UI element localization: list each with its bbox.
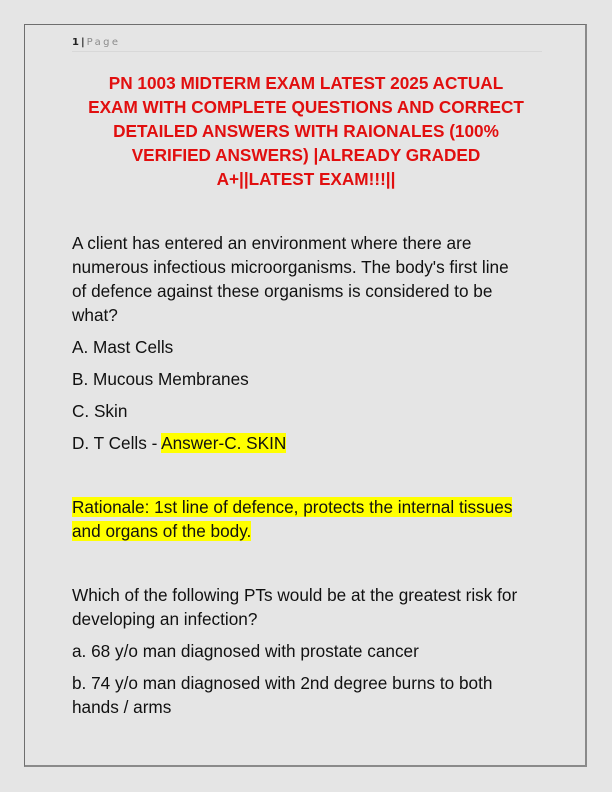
stem-line: Which of the following PTs would be at the greatest risk for (72, 585, 518, 605)
option-text: D. T Cells - (72, 433, 162, 453)
title-line: DETAILED ANSWERS WITH RAIONALES (100% (113, 121, 499, 141)
stem-line: of defence against these organisms is considered to be (72, 281, 493, 301)
question-2-option-a (72, 639, 547, 663)
stem-line: A client has entered an environment where there are (72, 233, 472, 253)
question-1-rationale (72, 495, 547, 543)
question-1-stem (72, 231, 547, 327)
question-1-option-c (72, 399, 547, 423)
option-text: B. Mucous Membranes (72, 369, 249, 389)
page-number: 1 (72, 37, 79, 48)
page-header (72, 36, 542, 52)
stem-line: developing an infection? (72, 609, 258, 629)
page-label: Page (86, 37, 121, 48)
question-1-option-d (72, 431, 547, 455)
option-text: hands / arms (72, 697, 172, 717)
question-1-option-a (72, 335, 547, 359)
document-title (72, 71, 540, 191)
rationale-line: and organs of the body. (72, 521, 252, 541)
option-text: b. 74 y/o man diagnosed with 2nd degree burns to both (72, 673, 493, 693)
header-separator: | (80, 37, 85, 48)
title-line: EXAM WITH COMPLETE QUESTIONS AND CORRECT (88, 97, 524, 117)
option-text: a. 68 y/o man diagnosed with prostate cancer (72, 641, 419, 661)
rationale-line: Rationale: 1st line of defence, protects the internal tissues (72, 497, 513, 517)
title-line: VERIFIED ANSWERS) |ALREADY GRADED (131, 145, 481, 165)
option-text: A. Mast Cells (72, 337, 174, 357)
stem-line: what? (72, 305, 118, 325)
question-2-option-b (72, 671, 547, 719)
question-2-stem (72, 583, 547, 631)
stem-line: numerous infectious microorganisms. The body's first line (72, 257, 509, 277)
title-line: A+||LATEST EXAM!!!|| (216, 169, 396, 189)
title-line: PN 1003 MIDTERM EXAM LATEST 2025 ACTUAL (108, 73, 504, 93)
question-1-option-b (72, 367, 547, 391)
answer-highlight: Answer-C. SKIN (161, 433, 287, 453)
option-text: C. Skin (72, 401, 128, 421)
